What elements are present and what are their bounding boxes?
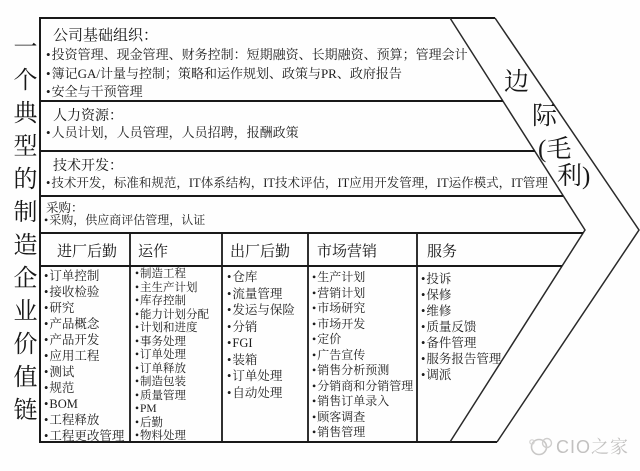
column-header-service: 服务 (427, 244, 458, 260)
column-item: • 装箱 (227, 352, 308, 369)
column-item: • 质量反馈 (421, 319, 499, 335)
column-header-outbound-logistics: 出厂后勤 (230, 244, 291, 260)
column-item: • 主生产计划 (135, 282, 222, 296)
column-service (421, 271, 502, 383)
band-technology-development-label: 技术开发： (53, 159, 123, 174)
column-item: • 仓库 (227, 269, 308, 286)
column-header-operations: 运作 (138, 244, 169, 260)
column-item: • 产品开发 (44, 332, 130, 348)
band-procurement-items (44, 213, 205, 228)
column-item: • 应用工程 (44, 348, 130, 364)
column-item: • 投诉 (421, 271, 499, 287)
cio-cloud-logo-icon (526, 433, 556, 459)
column-item: • 定价 (312, 332, 417, 348)
band-human-resources-items (46, 124, 299, 142)
column-item: • 接收检验 (44, 284, 130, 300)
column-item: • 订单控制 (44, 268, 130, 284)
column-item: • 销售分析预测 (312, 363, 417, 379)
column-item: • PM (135, 403, 222, 417)
column-item: • 制造工程 (135, 268, 222, 282)
column-item: • 规范 (44, 380, 130, 396)
column-item: • 后勤 (135, 417, 222, 431)
column-item: • 工程更改管理 (44, 428, 130, 444)
column-item: • 自动处理 (227, 385, 308, 402)
column-header-inbound-logistics: 进厂后勤 (57, 244, 118, 260)
column-item: • 发运与保险 (227, 302, 308, 319)
margin-label-segment: (毛 (538, 136, 572, 163)
column-item: • 市场研究 (312, 301, 417, 317)
column-item: • 制造包装 (135, 376, 222, 390)
column-item: • 生产计划 (312, 270, 417, 286)
column-item: • 顾客调查 (312, 410, 417, 426)
column-item: • 库存控制 (135, 295, 222, 309)
band-technology-development-items (46, 174, 548, 192)
band-item: • 安全与干预管理 (46, 83, 468, 102)
column-item: • 分销 (227, 319, 308, 336)
column-item: • 销售订单录入 (312, 394, 417, 410)
column-item: • 营销计划 (312, 286, 417, 302)
band-item: • 簿记GA/计量与控制；策略和运作规划、政策与PR、政府报告 (46, 65, 468, 84)
column-item: • 订单释放 (135, 363, 222, 377)
margin-label-segment: 利) (557, 163, 591, 190)
column-item: • 计划和进度 (135, 322, 222, 336)
margin-label-segment: 边 (504, 69, 530, 96)
band-company-infrastructure-label: 公司基础组织： (53, 28, 159, 44)
column-inbound-logistics (44, 268, 130, 444)
column-item: • 保修 (421, 287, 499, 303)
band-item: • 投资管理、现金管理、财务控制：短期融资、长期融资、预算；管理会计 (46, 46, 468, 65)
column-item: • 备件管理 (421, 335, 499, 351)
column-item: • 事务处理 (135, 336, 222, 350)
margin-label-segment: 际 (532, 103, 558, 130)
column-header-marketing: 市场营销 (317, 244, 378, 260)
column-operations (135, 268, 222, 444)
band-procurement-label: 采购： (46, 201, 84, 215)
column-item: • 调派 (421, 367, 499, 383)
column-item: • 服务报告管理 (421, 351, 499, 367)
column-item: • 流量管理 (227, 286, 308, 303)
watermark (526, 433, 629, 459)
column-item: • 产品概念 (44, 316, 130, 332)
band-item: • 采购，供应商评估管理，认证 (44, 213, 205, 228)
column-item: • FGI (227, 335, 308, 352)
column-item: • 订单处理 (227, 368, 308, 385)
column-item: • 销售管理 (312, 425, 417, 441)
column-item: • 物料处理 (135, 430, 222, 444)
column-outbound-logistics (227, 269, 308, 401)
band-company-infrastructure-items (46, 46, 468, 102)
column-item: • 分销商和分销管理 (312, 379, 417, 395)
column-item: • 质量管理 (135, 390, 222, 404)
band-item: • 技术开发，标准和规范，IT体系结构，IT技术评估，IT应用开发管理，IT运作模式，IT管理 (46, 174, 548, 192)
column-item: • 工程释放 (44, 412, 130, 428)
column-marketing (312, 270, 417, 441)
band-item: • 人员计划，人员管理，人员招聘，报酬政策 (46, 124, 299, 142)
column-item: • 广告宣传 (312, 348, 417, 364)
column-item: • 订单处理 (135, 349, 222, 363)
column-item: • 研究 (44, 300, 130, 316)
column-item: • 市场开发 (312, 317, 417, 333)
column-item: • 能力计划分配 (135, 309, 222, 323)
watermark-text: CIO之家 (556, 437, 630, 457)
column-item: • 维修 (421, 303, 499, 319)
page-title: 一个典型的制造企业价值链 (9, 34, 35, 430)
column-item: • BOM (44, 396, 130, 412)
column-item: • 测试 (44, 364, 130, 380)
band-human-resources-label: 人力资源： (53, 109, 123, 124)
